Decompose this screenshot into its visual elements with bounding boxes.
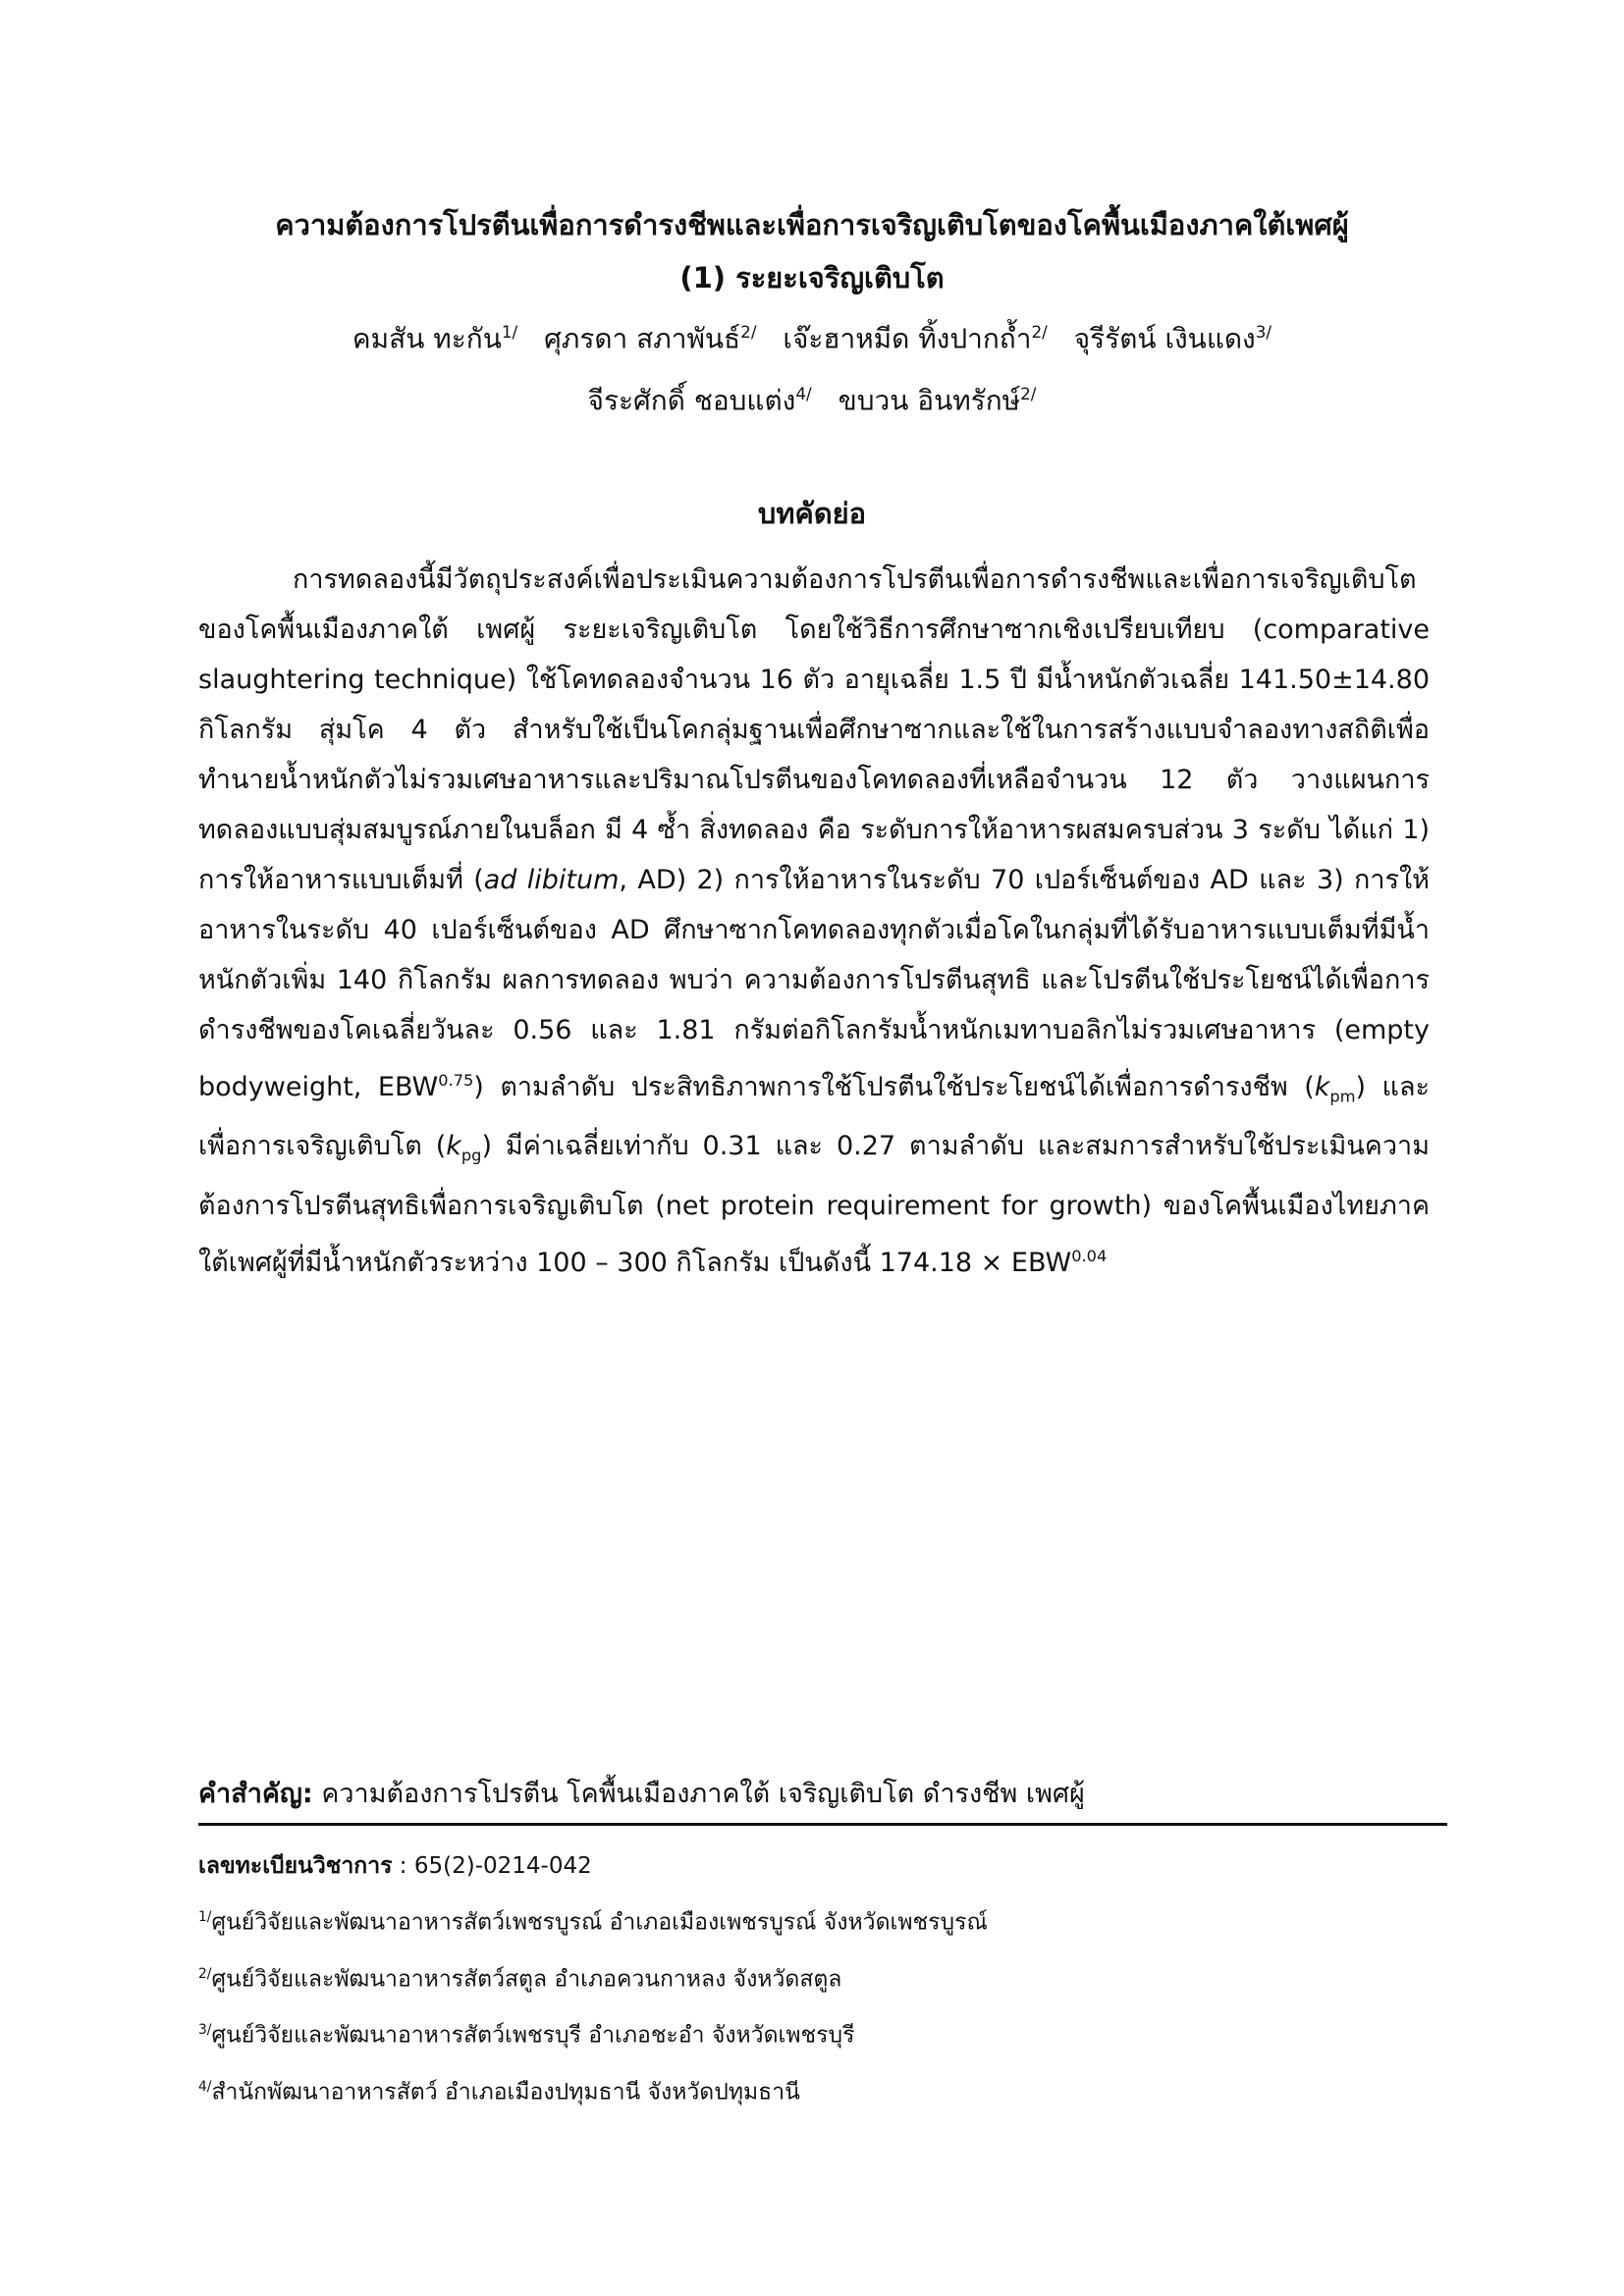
- paper-title-line-1: ความต้องการโปรตีนเพื่อการดำรงชีพและเพื่อการเจริญเติบโตของโคพื้นเมืองภาคใต้เพศผู้: [275, 208, 1349, 241]
- abstract-heading: บทคัดย่อ: [757, 497, 867, 530]
- abstract-text: ) และเพื่อการเจริญเติบโต (: [198, 1072, 1430, 1162]
- abstract-text: ) ตามลำดับ ประสิทธิภาพการใช้โปรตีนใช้ประโยชน์ได้เพื่อการดำรงชีพ (: [473, 1072, 1315, 1102]
- affiliation-4: [198, 2061, 1430, 2118]
- affiliation-2: [198, 1949, 1430, 2005]
- affiliation-mark: 1/: [198, 1909, 212, 1925]
- abstract-italic-term: ad libitum: [483, 865, 620, 895]
- author-line-2: [187, 366, 1437, 428]
- author-name: จีระศักดิ์ ชอบแต่ง: [587, 384, 796, 417]
- affiliation-text: ศูนย์วิจัยและพัฒนาอาหารสัตว์เพชรบุรี อำเภอชะอำ จังหวัดเพชรบุรี: [211, 2022, 855, 2049]
- affiliation-mark: 3/: [198, 2022, 212, 2039]
- abstract-text: , AD) 2) การให้อาหารในระดับ 70 เปอร์เซ็นต์ของ AD และ 3) การให้อาหารในระดับ 40 เปอร์เซ็นต์ของ AD ศึกษาซากโคทดลองทุกตัวเมื่อโคในกลุ่มที่ได้รับอาหารแบบเต็มที่มีน้ำหนักตัวเพิ่ม 140 กิโลกรัม ผลการทดลอง พบว่า ความต้องการโปรตีนสุทธิ และโปรตีนใช้ประโยชน์ได้เพื่อการดำรงชีพของโคเฉลี่ยวันละ 0.56 และ 1.81 กรัมต่อกิโลกรัมน้ำหนักเมทาบอลิกไม่รวมเศษอาหาร (empty bodyweight, EBW: [198, 865, 1430, 1102]
- registration-value: : 65(2)-0214-042: [392, 1853, 592, 1879]
- abstract-exponent: 0.75: [438, 1071, 474, 1090]
- author-affiliation-mark: 3/: [1255, 322, 1272, 342]
- abstract-symbol-k: k: [446, 1131, 461, 1162]
- abstract-text: ) มีค่าเฉลี่ยเท่ากับ 0.31 และ 0.27 ตามลำดับ และสมการสำหรับใช้ประเมินความต้องการโปรตีนสุทธิเพื่อการเจริญเติบโต (net protein requirement for growth) ของโคพื้นเมืองไทยภาคใต้เพศผู้ที่มีน้ำหนักตัวระหว่าง 100 – 300 กิโลกรัม เป็นดังนี้ 174.18 × EBW: [198, 1131, 1430, 1278]
- author-name: คมสัน ทะกัน: [352, 322, 502, 355]
- footnotes: [198, 1841, 1430, 2118]
- abstract-subscript: pg: [460, 1146, 482, 1165]
- author-affiliation-mark: 2/: [1020, 384, 1037, 404]
- keywords-line: [198, 1772, 1430, 1814]
- keywords-text: ความต้องการโปรตีน โคพื้นเมืองภาคใต้ เจริญเติบโต ดำรงชีพ เพศผู้: [312, 1779, 1085, 1809]
- affiliation-text: ศูนย์วิจัยและพัฒนาอาหารสัตว์สตูล อำเภอควนกาหลง จังหวัดสตูล: [211, 1966, 842, 1993]
- affiliation-3: [198, 2004, 1430, 2061]
- affiliation-mark: 4/: [198, 2078, 212, 2095]
- author-affiliation-mark: 2/: [1031, 322, 1048, 342]
- paper-title-line-2: (1) ระยะเจริญเติบโต: [679, 261, 945, 294]
- abstract-exponent: 0.04: [1071, 1246, 1108, 1265]
- registration-line: [198, 1841, 1430, 1892]
- registration-label: เลขทะเบียนวิชาการ: [198, 1853, 393, 1879]
- affiliation-mark: 2/: [198, 1965, 212, 1982]
- author-affiliation-mark: 2/: [740, 322, 757, 342]
- affiliation-text: ศูนย์วิจัยและพัฒนาอาหารสัตว์เพชรบูรณ์ อำเภอเมืองเพชรบูรณ์ จังหวัดเพชรบูรณ์: [211, 1909, 988, 1936]
- author-name: เจ๊ะฮาหมีด ทิ้งปากถ้ำ: [783, 322, 1032, 355]
- keywords-label: คำสำคัญ:: [198, 1779, 313, 1809]
- author-affiliation-mark: 1/: [501, 322, 518, 342]
- affiliation-text: สำนักพัฒนาอาหารสัตว์ อำเภอเมืองปทุมธานี จังหวัดปทุมธานี: [211, 2079, 800, 2106]
- abstract-symbol-k: k: [1314, 1072, 1330, 1102]
- title-block: [187, 198, 1437, 429]
- abstract-paragraph: [198, 555, 1430, 1288]
- author-line-1: [187, 304, 1437, 366]
- footer-divider: [198, 1823, 1447, 1826]
- author-name: จุรีรัตน์ เงินแดง: [1073, 322, 1256, 355]
- abstract-subscript: pm: [1329, 1087, 1356, 1106]
- author-affiliation-mark: 4/: [795, 384, 812, 404]
- affiliation-1: [198, 1892, 1430, 1949]
- author-name: ศุภรดา สภาพันธ์: [544, 322, 741, 355]
- author-name: ขบวน อินทรักษ์: [838, 384, 1021, 417]
- abstract-text: การทดลองนี้มีวัตถุประสงค์เพื่อประเมินความต้องการโปรตีนเพื่อการดำรงชีพและเพื่อการเจริญเติบโตของโคพื้นเมืองภาคใต้ เพศผู้ ระยะเจริญเติบโต โดยใช้วิธีการศึกษาซากเชิงเปรียบเทียบ (comparative slaughtering technique) ใช้โคทดลองจำนวน 16 ตัว อายุเฉลี่ย 1.5 ปี มีน้ำหนักตัวเฉลี่ย 141.50±14.80 กิโลกรัม สุ่มโค 4 ตัว สำหรับใช้เป็นโคกลุ่มฐานเพื่อศึกษาซากและใช้ในการสร้างแบบจำลองทางสถิติเพื่อทำนายน้ำหนักตัวไม่รวมเศษอาหารและปริมาณโปรตีนของโคทดลองที่เหลือจำนวน 12 ตัว วางแผนการทดลองแบบสุ่มสมบูรณ์ภายในบล็อก มี 4 ซ้ำ สิ่งทดลอง คือ ระดับการให้อาหารผสมครบส่วน 3 ระดับ ได้แก่ 1) การให้อาหารแบบเต็มที่ (: [198, 564, 1430, 895]
